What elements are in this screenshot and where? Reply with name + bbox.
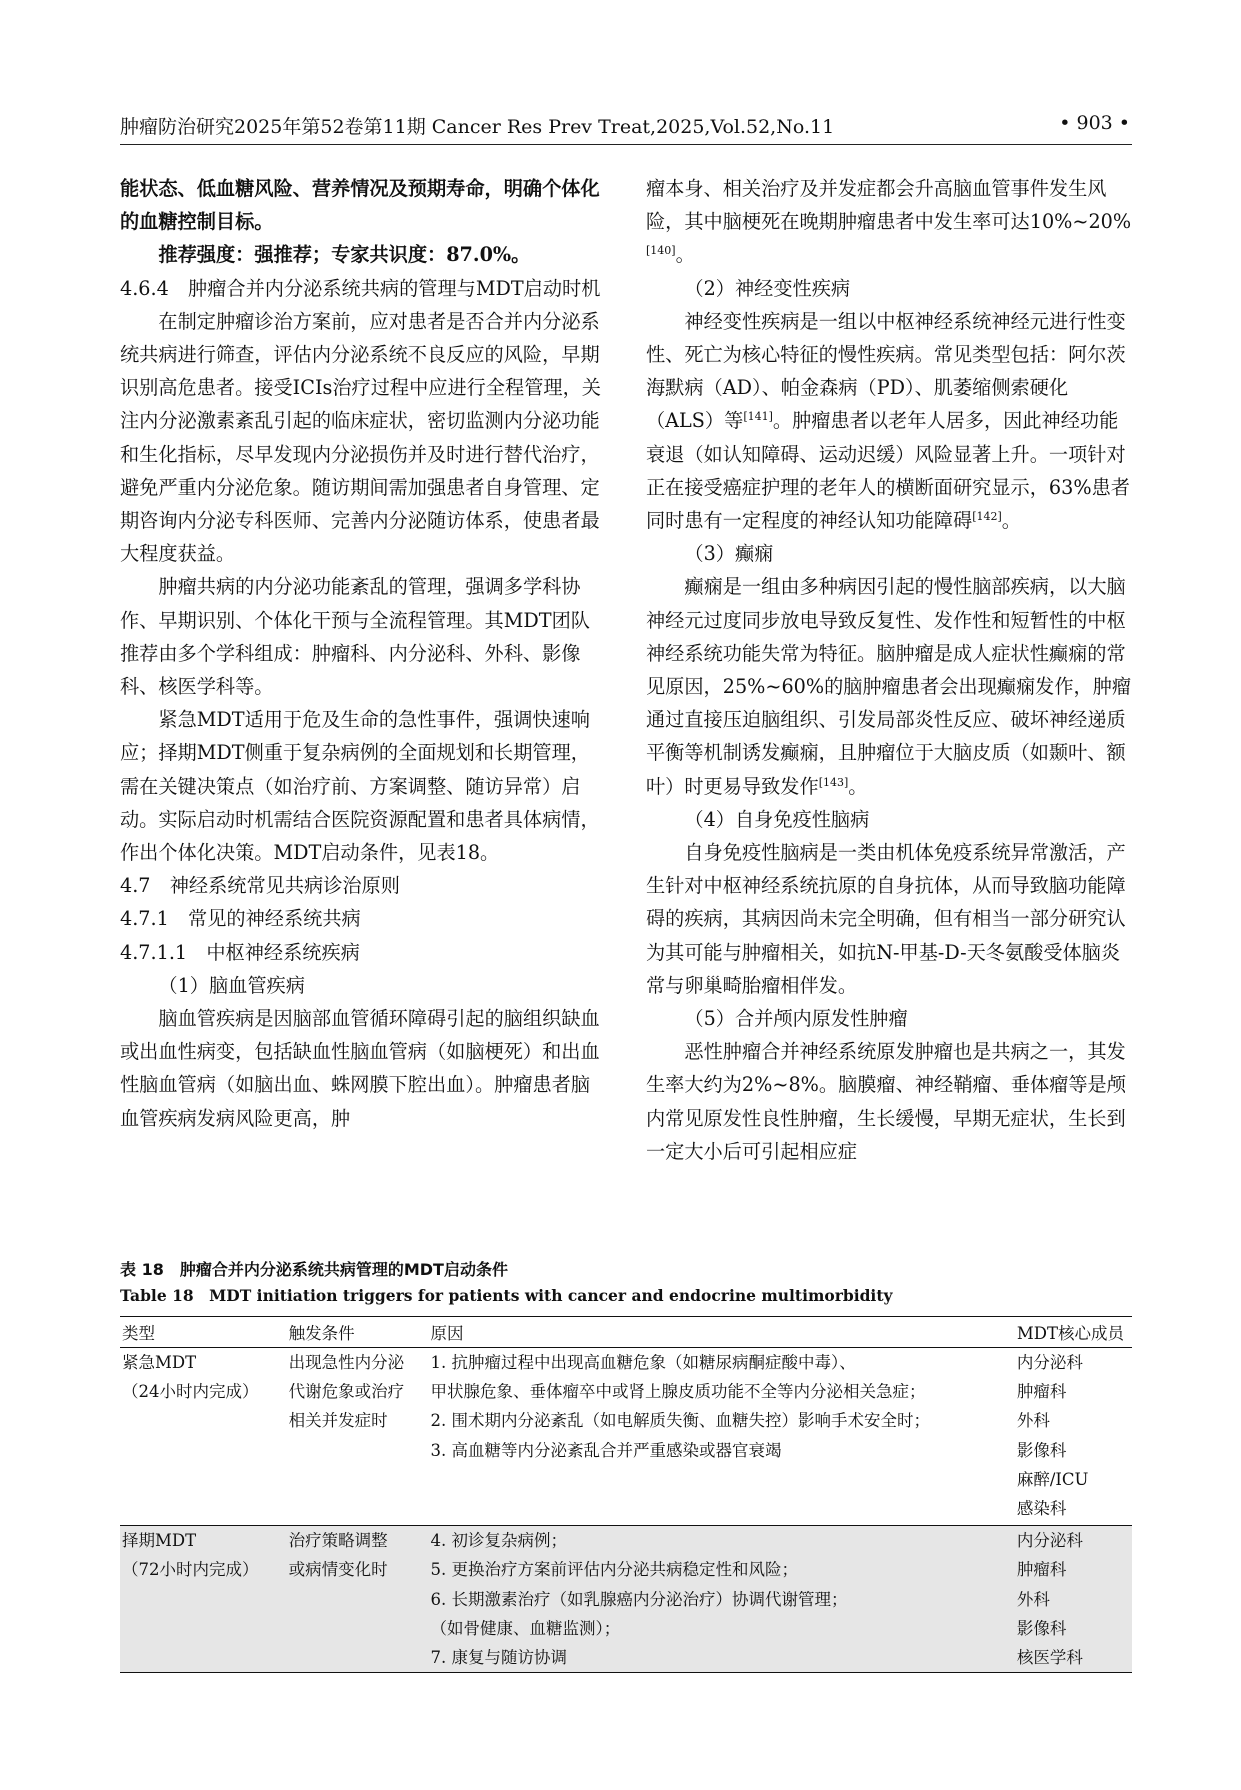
cell-line: 3. 高血糖等内分泌紊乱合并严重感染或器官衰竭	[430, 1440, 782, 1460]
cell-line: 1. 抗肿瘤过程中出现高血糖危象（如糖尿病酮症酸中毒）、	[430, 1353, 856, 1372]
table-row	[120, 1526, 1132, 1673]
citation: [143]	[818, 775, 849, 789]
paragraph: 恶性肿瘤合并神经系统原发肿瘤也是共病之一，其发生率大约为2%~8%。脑膜瘤、神经鞘瘤、垂体瘤等是颅内常见原发性良性肿瘤，生长缓慢，早期无症状，生长到一定大小后可引起相应症	[646, 1040, 1126, 1163]
recommendation-strength: 推荐强度：强推荐；专家共识度：87.0%。	[158, 243, 531, 267]
table-row	[120, 1348, 1132, 1526]
paragraph: 肿瘤共病的内分泌功能紊乱的管理，强调多学科协作、早期识别、个体化干预与全流程管理。其MDT团队推荐由多个学科组成：肿瘤科、内分泌科、外科、影像科、核医学科等。	[120, 575, 590, 699]
cell-line: 麻醉/ICU	[1016, 1469, 1089, 1489]
cell-line: 肿瘤科	[1016, 1382, 1067, 1402]
paragraph: 紧急MDT适用于危及生命的急性事件，强调快速响应；择期MDT侧重于复杂病例的全面规划和长期管理，需在关键决策点（如治疗前、方案调整、随访异常）启动。实际启动时机需结合医院资源配置和患者具体病情，作出个体化决策。MDT启动条件，见表18。	[120, 708, 600, 865]
running-header	[120, 104, 1132, 145]
cell-line: 治疗策略调整	[288, 1531, 388, 1551]
paragraph-tail: 。	[848, 774, 868, 798]
cell-reason	[429, 1348, 1015, 1526]
paragraph-text: 癫痫是一组由多种病因引起的慢性脑部疾病，以大脑神经元过度同步放电导致反复性、发作性和短暂性的中枢神经系统功能失常为特征。脑肿瘤是成人症状性癫痫的常见原因，25%~60%的脑肿瘤患者会出现癫痫发作，肿瘤通过直接压迫脑组织、引发局部炎性反应、破坏神经递质平衡等机制诱发癫痫，且肿瘤位于大脑皮质（如颞叶、额叶）时更易导致发作	[646, 575, 1132, 798]
cell-line: 择期MDT	[122, 1531, 197, 1551]
paragraph	[646, 172, 1132, 272]
cell-line: 紧急MDT	[122, 1353, 197, 1372]
citation: [140]	[646, 244, 676, 258]
paragraph-text: 神经变性疾病是一组以中枢神经系统神经元进行性变性、死亡为核心特征的慢性疾病。常见类型包括：阿尔茨海默病（AD）、帕金森病（PD）、肌萎缩侧索硬化（ALS）等	[646, 309, 1126, 433]
cell-members	[1015, 1526, 1132, 1673]
paragraph-tail: 。	[1001, 509, 1021, 533]
journal-citation: 肿瘤防治研究2025年第52卷第11期 Cancer Res Prev Treat,2025,Vol.52,No.11	[120, 116, 835, 138]
paragraph-tail: 。	[675, 243, 695, 267]
table-caption-cn: 表 18 肿瘤合并内分泌系统共病管理的MDT启动条件	[120, 1260, 508, 1279]
table-caption	[120, 1257, 1132, 1309]
cell-line: 6. 长期激素治疗（如乳腺癌内分泌治疗）协调代谢管理；	[430, 1589, 848, 1609]
cell-line: （72小时内完成）	[122, 1560, 259, 1580]
right-column	[646, 172, 1132, 1168]
column-header-members: MDT核心成员	[1015, 1317, 1132, 1348]
subsection-heading: （5）合并颅内原发性肿瘤	[684, 1007, 908, 1031]
cell-line: （如骨健康、血糖监测）；	[430, 1618, 621, 1638]
paragraph-text: 瘤本身、相关治疗及并发症都会升高脑血管事件发生风险，其中脑梗死在晚期肿瘤患者中发生率可达10%~20%	[646, 177, 1132, 234]
cell-line: 代谢危象或治疗	[288, 1382, 405, 1402]
cell-line: 5. 更换治疗方案前评估内分泌共病稳定性和风险；	[430, 1560, 798, 1580]
column-header-trigger: 触发条件	[287, 1317, 429, 1348]
cell-trigger	[287, 1348, 429, 1526]
subsection-heading: （1）脑血管疾病	[158, 973, 305, 997]
cell-line: 4. 初诊复杂病例；	[430, 1531, 567, 1551]
subsection-heading: （2）神经变性疾病	[684, 276, 851, 300]
paragraph-text: 。肿瘤患者以老年人居多，因此神经功能衰退（如认知障碍、运动迟缓）风险显著上升。一项针对正在接受癌症护理的老年人的横断面研究显示，63%患者同时患有一定程度的神经认知功能障碍	[646, 409, 1130, 533]
cell-members	[1015, 1348, 1132, 1526]
section-heading: 4.6.4 肿瘤合并内分泌系统共病的管理与MDT启动时机	[120, 276, 601, 300]
cell-type	[120, 1526, 287, 1673]
column-header-reason: 原因	[429, 1317, 1015, 1348]
cell-line: 核医学科	[1016, 1648, 1083, 1668]
cell-trigger	[287, 1526, 429, 1673]
section-heading: 4.7.1.1 中枢神经系统疾病	[120, 940, 360, 964]
cell-line: 2. 围术期内分泌紊乱（如电解质失衡、血糖失控）影响手术安全时；	[430, 1411, 930, 1431]
cell-line: 7. 康复与随访协调	[430, 1648, 567, 1668]
cell-line: 内分泌科	[1016, 1531, 1083, 1551]
cell-line: 内分泌科	[1016, 1353, 1083, 1372]
cell-line: 肿瘤科	[1016, 1560, 1067, 1580]
subsection-heading: （4）自身免疫性脑病	[684, 807, 870, 831]
cell-line: 出现急性内分泌	[288, 1353, 405, 1372]
paragraph: 自身免疫性脑病是一类由机体免疫系统异常激活，产生针对中枢神经系统抗原的自身抗体，从而导致脑功能障碍的疾病，其病因尚未完全明确，但有相当一部分研究认为其可能与肿瘤相关，如抗N-甲基-D-天冬氨酸受体脑炎常与卵巢畸胎瘤相伴发。	[646, 841, 1126, 997]
column-header-type: 类型	[120, 1317, 287, 1348]
cell-reason	[429, 1526, 1015, 1673]
section-heading: 4.7 神经系统常见共病诊治原则	[120, 874, 400, 898]
paragraph: 在制定肿瘤诊治方案前，应对患者是否合并内分泌系统共病进行筛查，评估内分泌系统不良反应的风险，早期识别高危患者。接受ICIs治疗过程中应进行全程管理，关注内分泌激素紊乱引起的临床症状，密切监测内分泌功能和生化指标，尽早发现内分泌损伤并及时进行替代治疗，避免严重内分泌危象。随访期间需加强患者自身管理、定期咨询内分泌专科医师、完善内分泌随访体系，使患者最大程度获益。	[120, 309, 601, 566]
cell-line: 相关并发症时	[288, 1411, 388, 1431]
cell-line: 甲状腺危象、垂体瘤卒中或肾上腺皮质功能不全等内分泌相关急症；	[430, 1382, 926, 1402]
cell-line: 感染科	[1016, 1499, 1067, 1519]
citation: [142]	[972, 510, 1002, 524]
citation: [141]	[743, 410, 773, 424]
paragraph	[646, 570, 1132, 802]
cell-line: （24小时内完成）	[122, 1382, 259, 1402]
left-column	[120, 172, 606, 1135]
cell-line: 影像科	[1016, 1618, 1067, 1638]
section-heading: 4.7.1 常见的神经系统共病	[120, 907, 361, 931]
cell-line: 外科	[1016, 1411, 1050, 1431]
mdt-trigger-table	[120, 1316, 1132, 1673]
table-caption-en: Table 18 MDT initiation triggers for patients with cancer and endocrine multimorbidity	[120, 1286, 893, 1305]
cell-line: 影像科	[1016, 1440, 1067, 1460]
cell-line: 外科	[1016, 1589, 1050, 1609]
paragraph: 脑血管疾病是因脑部血管循环障碍引起的脑组织缺血或出血性病变，包括缺血性脑血管病（如脑梗死）和出血性脑血管病（如脑出血、蛛网膜下腔出血）。肿瘤患者脑血管疾病发病风险更高，肿	[120, 1007, 600, 1130]
paragraph: 能状态、低血糖风险、营养情况及预期寿命，明确个体化的血糖控制目标。	[120, 177, 600, 234]
cell-type	[120, 1348, 287, 1526]
subsection-heading: （3）癫痫	[684, 542, 774, 566]
paragraph	[646, 305, 1132, 537]
table-header-row	[120, 1317, 1132, 1348]
page-number: • 903 •	[1059, 112, 1130, 134]
cell-line: 或病情变化时	[288, 1560, 388, 1580]
